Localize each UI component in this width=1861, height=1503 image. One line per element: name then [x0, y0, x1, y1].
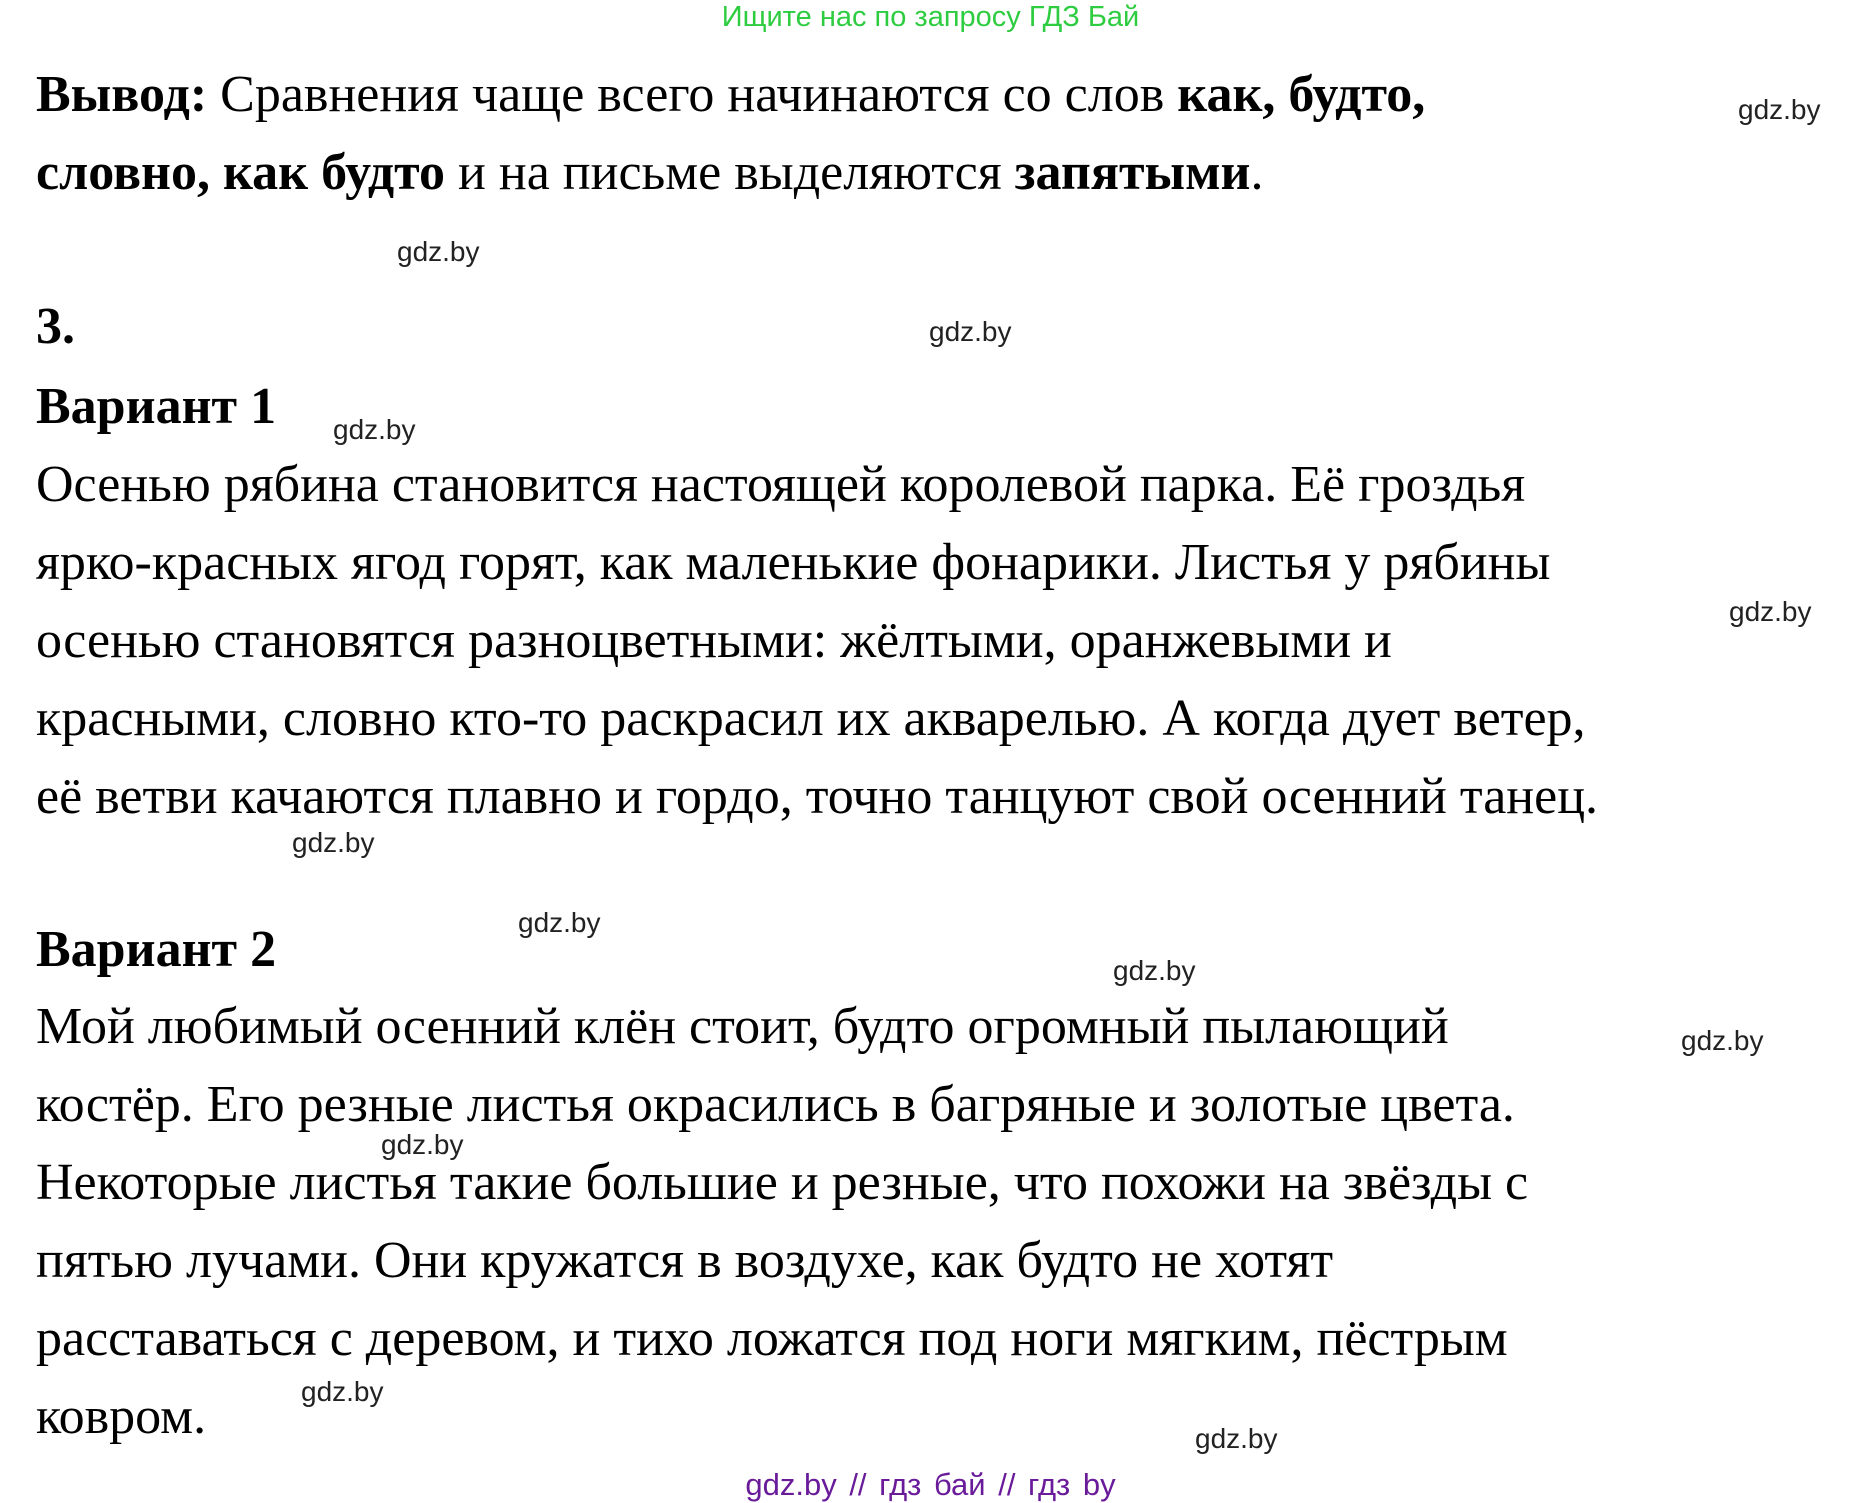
conclusion-paragraph: [36, 56, 1425, 212]
conclusion-text: Сравнения чаще всего начинаются со слов: [207, 66, 1178, 123]
task-number: 3.: [36, 298, 75, 355]
watermark-text: gdz.by: [1113, 955, 1196, 986]
watermark-text: gdz.by: [333, 414, 416, 445]
conclusion-bold-words: словно, как будто: [36, 144, 446, 201]
footer-links: gdz.by // гдз бай // гдз by: [745, 1467, 1116, 1502]
variant2-line: расставаться с деревом, и тихо ложатся под ноги мягким, пёстрым: [36, 1310, 1508, 1367]
variant2-text: [36, 988, 1528, 1456]
variant1-title: Вариант 1: [36, 378, 277, 435]
watermark-text: gdz.by: [397, 236, 480, 267]
conclusion-label: Вывод:: [36, 66, 208, 123]
watermark-text: gdz.by: [292, 827, 375, 858]
conclusion-line-1: [36, 56, 1425, 134]
watermark-text: gdz.by: [1195, 1423, 1278, 1454]
variant2-line: Мой любимый осенний клён стоит, будто огромный пылающий: [36, 998, 1449, 1055]
conclusion-line-2: [36, 134, 1425, 212]
watermark-text: gdz.by: [381, 1129, 464, 1160]
watermark-text: gdz.by: [518, 907, 601, 938]
conclusion-bold-words: как, будто,: [1177, 66, 1426, 123]
watermark-text: gdz.by: [1738, 94, 1821, 125]
conclusion-text: .: [1250, 144, 1264, 201]
top-banner: Ищите нас по запросу ГДЗ Бай: [721, 1, 1140, 33]
variant2-line: ковром.: [36, 1388, 207, 1445]
watermark-text: gdz.by: [301, 1376, 384, 1407]
variant1-line: Осенью рябина становится настоящей королевой парка. Её гроздья: [36, 456, 1526, 513]
variant1-line: красными, словно кто-то раскрасил их акварелью. А когда дует ветер,: [36, 690, 1586, 747]
variant1-line: её ветви качаются плавно и гордо, точно танцуют свой осенний танец.: [36, 768, 1599, 825]
watermark-text: gdz.by: [1729, 596, 1812, 627]
variant2-line: костёр. Его резные листья окрасились в багряные и золотые цвета.: [36, 1076, 1515, 1133]
conclusion-bold-word: запятыми: [1014, 144, 1251, 201]
variant1-text: [36, 446, 1598, 836]
variant2-line: пятью лучами. Они кружатся в воздухе, как будто не хотят: [36, 1232, 1334, 1289]
variant2-title: Вариант 2: [36, 921, 277, 978]
conclusion-text: и на письме выделяются: [445, 144, 1015, 201]
variant2-line: Некоторые листья такие большие и резные, что похожи на звёзды с: [36, 1154, 1529, 1211]
watermark-text: gdz.by: [1681, 1025, 1764, 1056]
watermark-text: gdz.by: [929, 316, 1012, 347]
variant1-line: ярко-красных ягод горят, как маленькие фонарики. Листья у рябины: [36, 534, 1551, 591]
variant1-line: осенью становятся разноцветными: жёлтыми, оранжевыми и: [36, 612, 1392, 669]
